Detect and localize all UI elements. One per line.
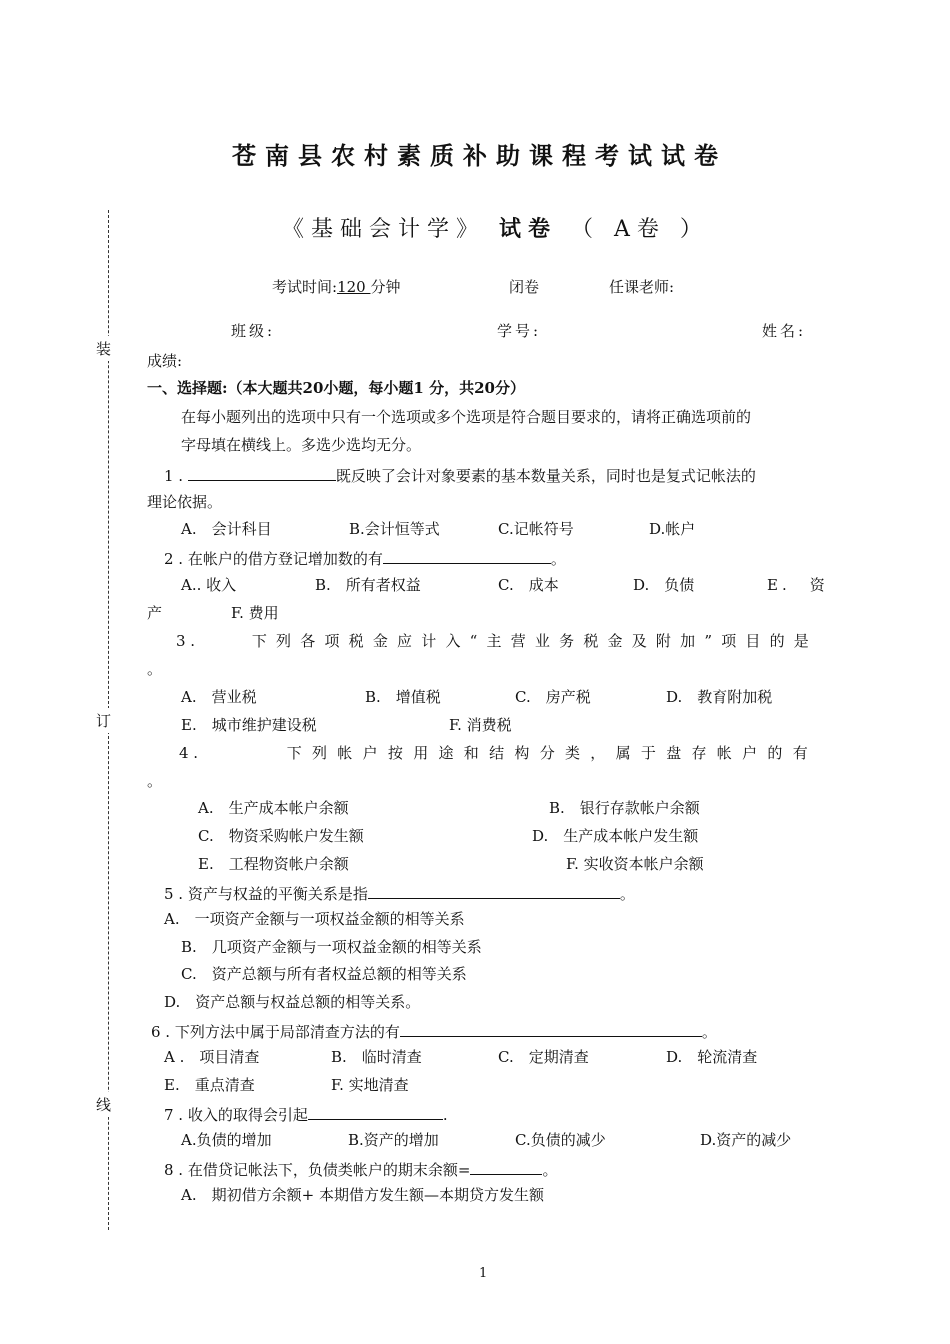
- q1-option-b: B.会计恒等式: [349, 520, 440, 538]
- q3-option-a: A. 营业税: [181, 688, 257, 706]
- paper-version: （ A卷 ）: [571, 217, 709, 242]
- q2-option-d: D. 负债: [633, 576, 695, 594]
- question-2: 2 . 在帐户的借方登记增加数的有 。: [164, 547, 566, 569]
- binding-mark-zhuang: 装: [96, 336, 111, 361]
- q3-option-c: C. 房产税: [515, 688, 591, 706]
- question-7: 7 . 收入的取得会引起 .: [164, 1103, 448, 1125]
- q7-option-a: A.负债的增加: [181, 1131, 272, 1149]
- answer-blank: [383, 547, 551, 564]
- q1-option-c: C.记帐符号: [498, 520, 574, 538]
- closed-book: 闭卷: [509, 278, 540, 296]
- q7-option-b: B.资产的增加: [348, 1131, 439, 1149]
- answer-blank: [308, 1103, 443, 1120]
- course-name: 《基础会计学》: [282, 217, 486, 242]
- question-5: 5 . 资产与权益的平衡关系是指 。: [164, 882, 635, 904]
- q2-option-e: E. 资: [767, 576, 829, 594]
- subtitle: [282, 212, 709, 243]
- exam-title: 苍南县农村素质补助课程考试试卷: [232, 141, 727, 170]
- q1-option-a: A. 会计科目: [181, 520, 272, 538]
- name-label: 姓名:: [762, 322, 807, 340]
- q4-option-d: D. 生产成本帐户发生额: [532, 827, 699, 845]
- question-4: 4 . 下列帐户按用途和结构分类，属于盘存帐户的有: [179, 744, 818, 762]
- q1-option-d: D.帐户: [649, 520, 696, 538]
- q6-option-e: E. 重点清查: [164, 1076, 255, 1094]
- q3-option-e: E. 城市维护建设税: [181, 716, 317, 734]
- q5-option-a: A. 一项资产金额与一项权益金额的相等关系: [164, 910, 465, 928]
- answer-blank: [368, 882, 620, 899]
- teacher-label: 任课老师:: [609, 278, 675, 296]
- q6-option-c: C. 定期清查: [498, 1048, 589, 1066]
- q2-option-a: A.. 收入: [181, 576, 237, 594]
- q7-option-d: D.资产的减少: [700, 1131, 792, 1149]
- question-1: 1 . 既反映了会计对象要素的基本数量关系，同时也是复式记帐法的: [164, 464, 756, 486]
- q5-option-c: C. 资产总额与所有者权益总额的相等关系: [181, 965, 467, 983]
- student-id-label: 学号:: [497, 322, 542, 340]
- q4-option-f: F. 实收资本帐户余额: [566, 855, 704, 873]
- paper-label: 试卷: [499, 216, 558, 242]
- question-6: 6 . 下列方法中属于局部清查方法的有 。: [151, 1020, 717, 1042]
- section-intro: 在每小题列出的选项中只有一个选项或多个选项是符合题目要求的，请将正确选项前的: [181, 408, 752, 426]
- q2-option-f: F. 费用: [231, 604, 279, 622]
- class-label: 班级:: [231, 322, 276, 340]
- q6-option-a: A . 项目清查: [164, 1048, 260, 1066]
- q3-option-f: F. 消费税: [449, 716, 512, 734]
- exam-time-value: 120: [337, 278, 371, 296]
- page-number: 1: [479, 1266, 488, 1281]
- q3-option-d: D. 教育附加税: [666, 688, 773, 706]
- binding-mark-ding: 订: [96, 708, 111, 733]
- q4-option-a: A. 生产成本帐户余额: [198, 799, 349, 817]
- exam-time: 考试时间:120 分钟: [272, 278, 401, 296]
- question-1-cont: 理论依据。: [147, 493, 223, 511]
- score-label: 成绩:: [147, 352, 183, 370]
- q2-option-b: B. 所有者权益: [315, 576, 421, 594]
- q2-option-c: C. 成本: [498, 576, 559, 594]
- q2-option-e-wrap: 产: [147, 604, 163, 622]
- section-intro-2: 字母填在横线上。多选少选均无分。: [181, 436, 422, 454]
- question-3-end: 。: [147, 660, 163, 678]
- question-4-end: 。: [147, 772, 163, 790]
- answer-blank: [188, 464, 336, 481]
- q4-option-e: E. 工程物资帐户余额: [198, 855, 349, 873]
- question-3: 3 . 下列各项税金应计入“主营业务税金及附加”项目的是: [176, 632, 818, 650]
- q3-option-b: B. 增值税: [365, 688, 441, 706]
- q4-option-b: B. 银行存款帐户余额: [549, 799, 700, 817]
- q6-option-d: D. 轮流清查: [666, 1048, 758, 1066]
- q5-option-b: B. 几项资产金额与一项权益金额的相等关系: [181, 938, 482, 956]
- question-8: 8 . 在借贷记帐法下，负债类帐户的期末余额= 。: [164, 1158, 557, 1180]
- q8-option-a: A. 期初借方余额+ 本期借方发生额—本期贷方发生额: [181, 1186, 544, 1204]
- q6-option-f: F. 实地清查: [331, 1076, 409, 1094]
- section-heading: 一、选择题:（本大题共20小题，每小题1 分，共20分）: [147, 379, 525, 397]
- answer-blank: [470, 1158, 542, 1175]
- answer-blank: [400, 1020, 702, 1037]
- q6-option-b: B. 临时清查: [331, 1048, 422, 1066]
- q7-option-c: C.负债的减少: [515, 1131, 606, 1149]
- binding-mark-xian: 线: [96, 1092, 111, 1117]
- q4-option-c: C. 物资采购帐户发生额: [198, 827, 364, 845]
- q5-option-d: D. 资产总额与权益总额的相等关系。: [164, 993, 421, 1011]
